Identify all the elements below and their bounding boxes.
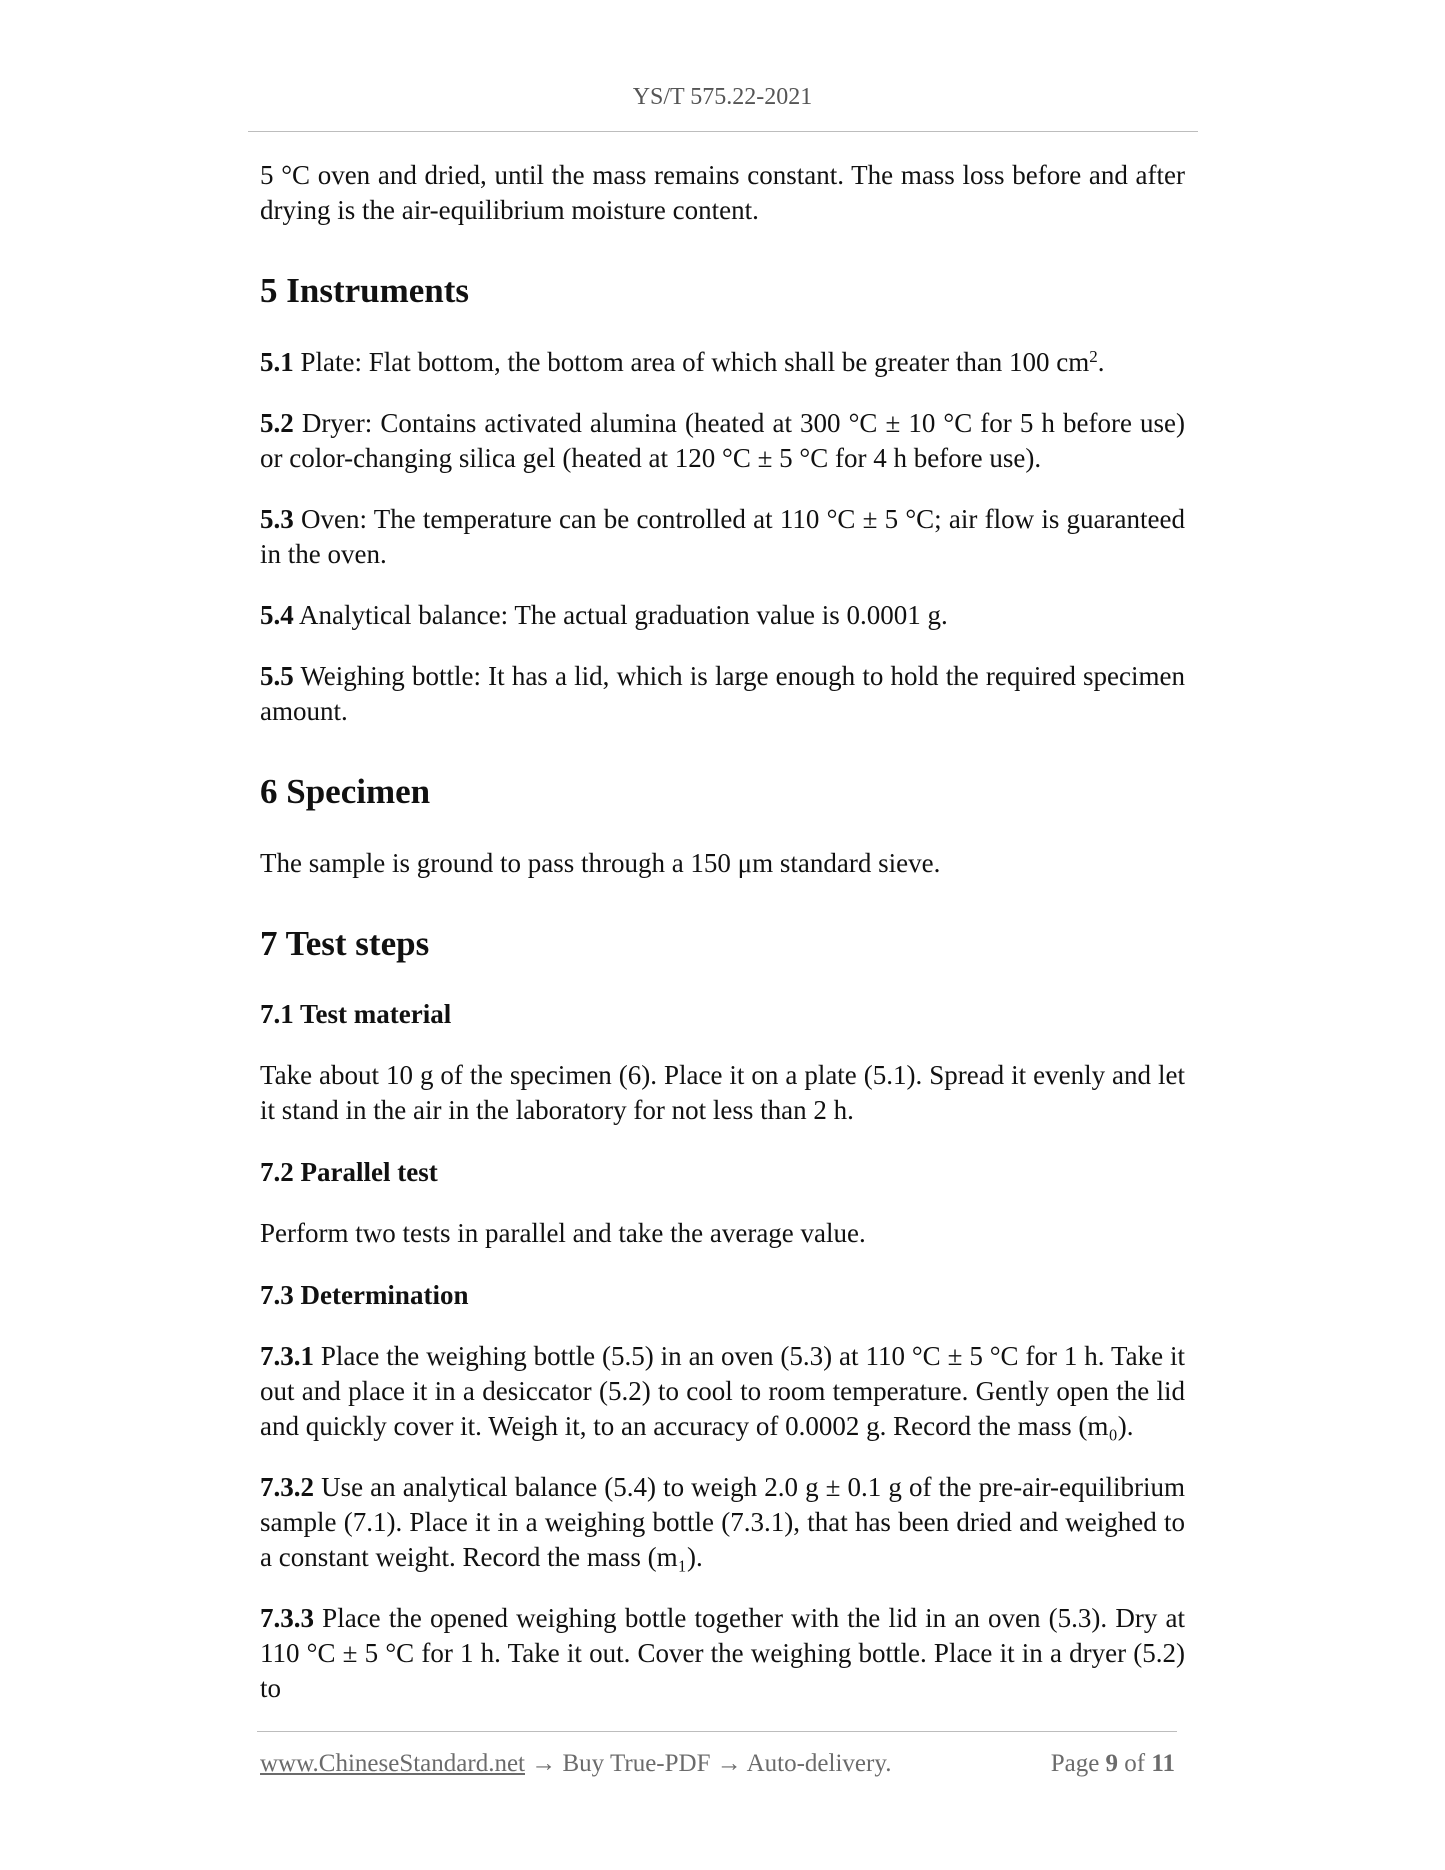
clause-5-1 bbox=[260, 345, 1185, 380]
clause-number: 7.3.3 bbox=[260, 1603, 314, 1633]
footer-divider bbox=[257, 1731, 1177, 1732]
clause-number: 5.2 bbox=[260, 408, 294, 438]
clause-5-2 bbox=[260, 406, 1185, 476]
section-6-text: The sample is ground to pass through a 150 μm standard sieve. bbox=[260, 848, 941, 878]
document-header: YS/T 575.22-2021 bbox=[632, 84, 813, 110]
clause-number: 5.1 bbox=[260, 347, 294, 377]
subsection-7-1-text: Take about 10 g of the specimen (6). Place it on a plate (5.1). Spread it evenly and let it stand in the air in the laboratory for not less than 2 h. bbox=[260, 1060, 1185, 1125]
arrow-right-icon: → bbox=[525, 1750, 563, 1777]
section-7-heading: 7 Test steps bbox=[260, 924, 430, 963]
clause-5-4 bbox=[260, 598, 1185, 633]
clause-number: 5.3 bbox=[260, 504, 294, 534]
intro-paragraph: 5 °C oven and dried, until the mass remains constant. The mass loss before and after drying is the air-equilibrium moisture content. bbox=[260, 160, 1185, 225]
clause-text-end: . bbox=[1097, 347, 1105, 377]
clause-text: Dryer: Contains activated alumina (heated at 300 °C ± 10 °C for 5 h before use) or color-changing silica gel (heated at 120 °C ± 5 °C for 4 h before use). bbox=[260, 408, 1185, 473]
superscript: 2 bbox=[1089, 347, 1098, 366]
clause-text: Analytical balance: The actual graduation value is 0.0001 g. bbox=[293, 600, 948, 630]
clause-7-3-1 bbox=[260, 1339, 1185, 1444]
page-number bbox=[1051, 1750, 1175, 1778]
clause-number: 5.4 bbox=[260, 600, 294, 630]
clause-text: Use an analytical balance (5.4) to weigh 2.0 g ± 0.1 g of the pre-air-equilibrium sample (7.1). Place it in a weighing bottle (7.3.1), that has been dried and weighed to a constant weight. Record the mass (m₁). bbox=[260, 1472, 1185, 1572]
of-label: of bbox=[1124, 1750, 1146, 1777]
clause-5-5 bbox=[260, 659, 1185, 729]
header-divider bbox=[248, 131, 1198, 132]
section-6-heading: 6 Specimen bbox=[260, 772, 431, 811]
website-link[interactable]: www.ChineseStandard.net bbox=[260, 1750, 525, 1777]
page-content bbox=[260, 158, 1185, 1706]
subsection-7-1-heading: 7.1 Test material bbox=[260, 999, 452, 1029]
clause-7-3-2 bbox=[260, 1470, 1185, 1575]
clause-number: 7.3.2 bbox=[260, 1472, 314, 1502]
auto-delivery-text: Auto-delivery. bbox=[746, 1750, 892, 1777]
clause-text: Place the weighing bottle (5.5) in an oven (5.3) at 110 °C ± 5 °C for 1 h. Take it out and place it in a desiccator (5.2) to cool to room temperature. Gently open the lid and quickly cover it. Weigh it, to an accuracy of 0.0002 g. Record the mass (m₀). bbox=[260, 1341, 1185, 1441]
subsection-7-3-heading: 7.3 Determination bbox=[260, 1280, 469, 1310]
page-footer bbox=[260, 1750, 1185, 1784]
page-label: Page bbox=[1050, 1750, 1100, 1777]
clause-number: 5.5 bbox=[260, 661, 294, 691]
clause-text: Weighing bottle: It has a lid, which is large enough to hold the required specimen amount. bbox=[260, 661, 1185, 726]
current-page: 9 bbox=[1105, 1750, 1119, 1777]
clause-7-3-3 bbox=[260, 1601, 1185, 1706]
clause-5-3 bbox=[260, 502, 1185, 572]
clause-number: 7.3.1 bbox=[260, 1341, 314, 1371]
arrow-right-icon: → bbox=[710, 1750, 747, 1777]
total-pages: 11 bbox=[1151, 1750, 1175, 1777]
subsection-7-2-text: Perform two tests in parallel and take the average value. bbox=[260, 1218, 866, 1248]
clause-text: Place the opened weighing bottle together with the lid in an oven (5.3). Dry at 110 °C ± 5 °C for 1 h. Take it out. Cover the weighing bottle. Place it in a dryer (5.2) to bbox=[260, 1603, 1185, 1703]
clause-text: Plate: Flat bottom, the bottom area of which shall be greater than 100 cm bbox=[293, 347, 1090, 377]
footer-promo bbox=[260, 1750, 891, 1778]
buy-pdf-text: Buy True-PDF bbox=[562, 1750, 711, 1777]
subsection-7-2-heading: 7.2 Parallel test bbox=[260, 1157, 438, 1187]
clause-text: Oven: The temperature can be controlled at 110 °C ± 5 °C; air flow is guaranteed in the oven. bbox=[260, 504, 1185, 569]
section-5-heading: 5 Instruments bbox=[260, 271, 470, 310]
